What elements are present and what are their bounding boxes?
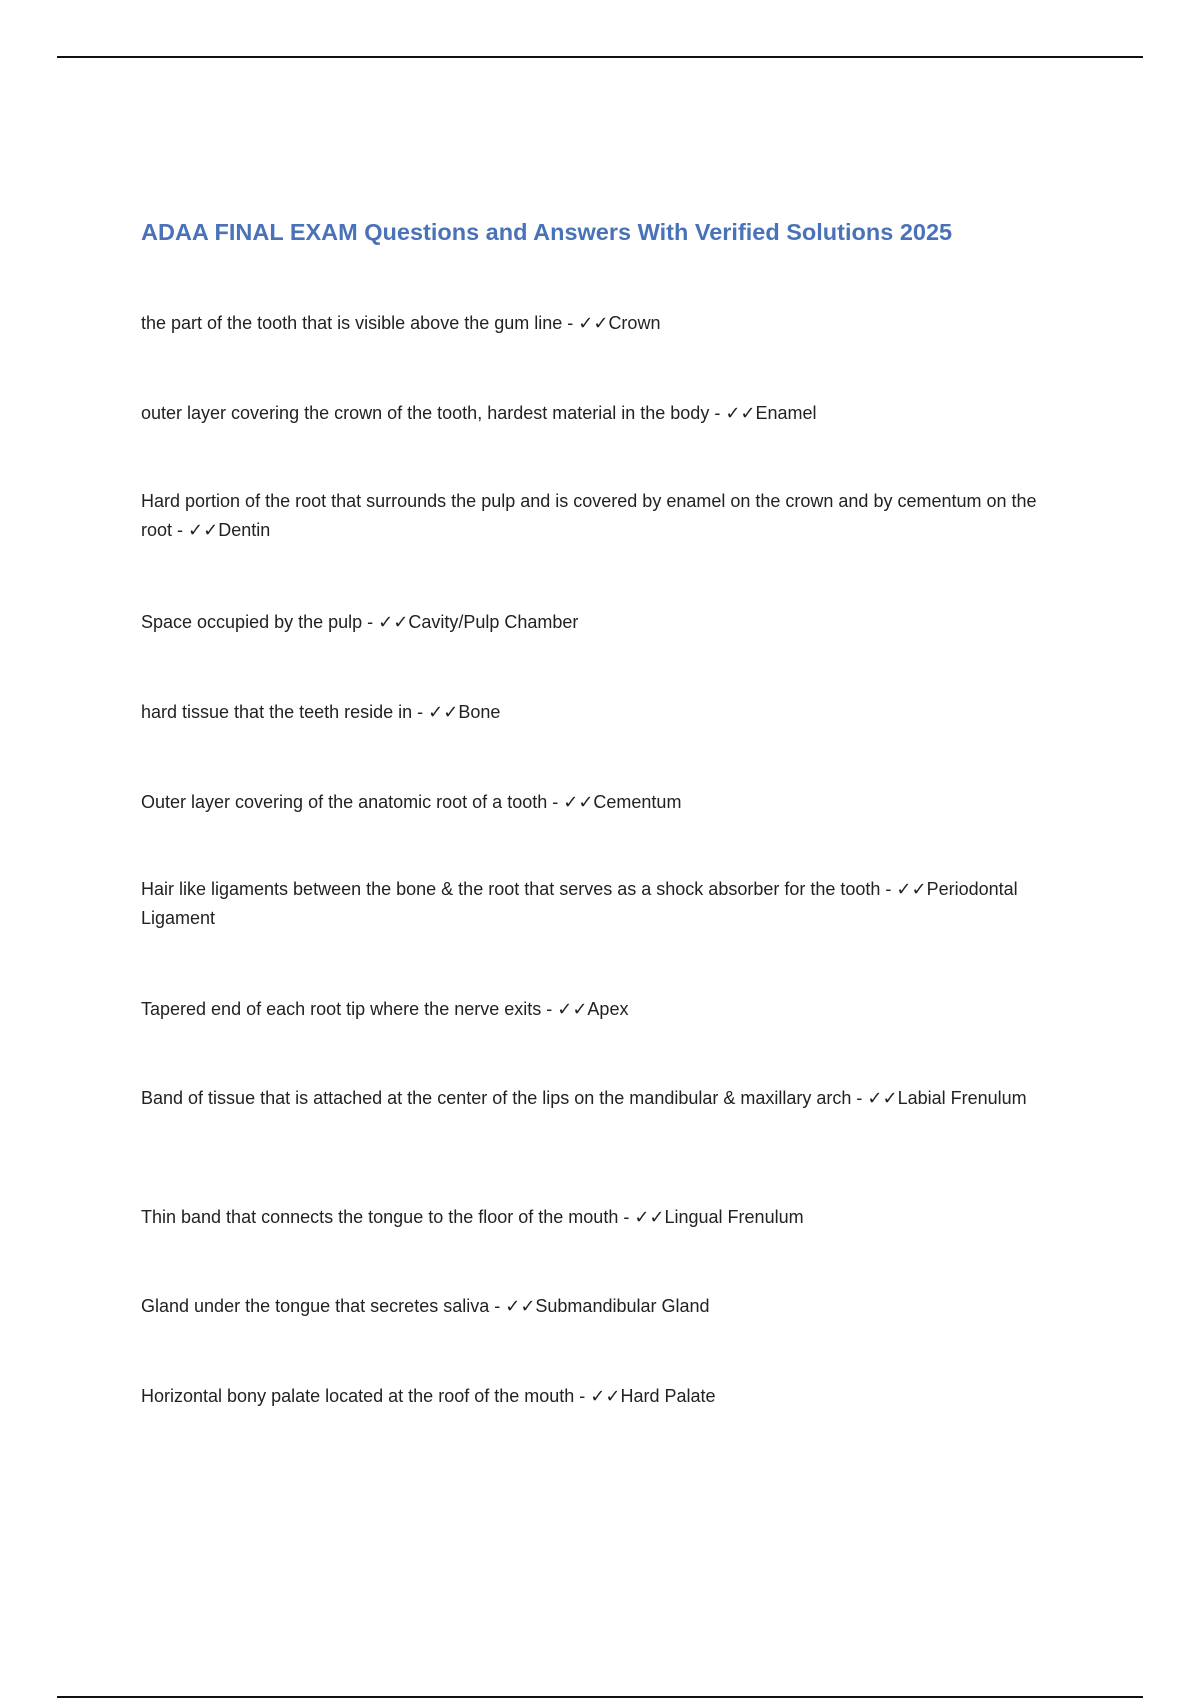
- double-check-icon: ✓✓: [505, 1296, 536, 1317]
- question-text: Band of tissue that is attached at the center of the lips on the mandibular & maxillary arch: [141, 1088, 852, 1108]
- qa-item: Horizontal bony palate located at the roof of the mouth - ✓✓Hard Palate: [141, 1386, 716, 1407]
- answer-text: Submandibular Gland: [535, 1296, 710, 1316]
- double-check-icon: ✓✓: [557, 999, 588, 1020]
- question-text: Hard portion of the root that surrounds the pulp and is covered by enamel on the crown and by cementum on the root: [141, 491, 1037, 540]
- question-text: Space occupied by the pulp: [141, 612, 363, 632]
- qa-item: outer layer covering the crown of the tooth, hardest material in the body - ✓✓Enamel: [141, 403, 817, 424]
- double-check-icon: ✓✓: [563, 792, 594, 813]
- question-text: Outer layer covering of the anatomic root of a tooth: [141, 792, 548, 812]
- answer-text: Periodontal Ligament: [141, 879, 1018, 928]
- question-text: Hair like ligaments between the bone & the root that serves as a shock absorber for the tooth: [141, 879, 881, 899]
- answer-text: Dentin: [218, 520, 271, 540]
- footer-divider: [57, 1696, 1143, 1698]
- question-text: Thin band that connects the tongue to the floor of the mouth: [141, 1207, 619, 1227]
- question-text: Tapered end of each root tip where the nerve exits: [141, 999, 542, 1019]
- answer-text: Lingual Frenulum: [664, 1207, 804, 1227]
- double-check-icon: ✓✓: [590, 1386, 621, 1407]
- header-divider: [57, 56, 1143, 58]
- document-title: ADAA FINAL EXAM Questions and Answers With Verified Solutions 2025: [141, 219, 953, 245]
- question-text: outer layer covering the crown of the tooth, hardest material in the body: [141, 403, 710, 423]
- double-check-icon: ✓✓: [896, 879, 927, 900]
- double-check-icon: ✓✓: [378, 612, 409, 633]
- qa-item: Space occupied by the pulp - ✓✓Cavity/Pulp Chamber: [141, 612, 579, 633]
- double-check-icon: ✓✓: [188, 520, 219, 541]
- qa-item: Gland under the tongue that secretes saliva - ✓✓Submandibular Gland: [141, 1296, 710, 1317]
- answer-text: Cementum: [593, 792, 682, 812]
- answer-text: Hard Palate: [620, 1386, 716, 1406]
- question-text: hard tissue that the teeth reside in: [141, 702, 413, 722]
- qa-item: the part of the tooth that is visible above the gum line - ✓✓Crown: [141, 313, 661, 334]
- double-check-icon: ✓✓: [428, 702, 459, 723]
- answer-text: Crown: [608, 313, 661, 333]
- qa-item: hard tissue that the teeth reside in - ✓✓Bone: [141, 702, 501, 723]
- answer-text: Cavity/Pulp Chamber: [408, 612, 579, 632]
- qa-item: Hard portion of the root that surrounds the pulp and is covered by enamel on the crown and by cementum on the root - ✓✓Dentin: [141, 491, 1037, 541]
- double-check-icon: ✓✓: [725, 403, 756, 424]
- qa-item: Outer layer covering of the anatomic root of a tooth - ✓✓Cementum: [141, 792, 682, 813]
- qa-item: Tapered end of each root tip where the nerve exits - ✓✓Apex: [141, 999, 629, 1020]
- question-text: Gland under the tongue that secretes saliva: [141, 1296, 490, 1316]
- double-check-icon: ✓✓: [867, 1088, 898, 1109]
- qa-item: Hair like ligaments between the bone & the root that serves as a shock absorber for the tooth - ✓✓Periodontal Ligament: [141, 879, 1018, 928]
- qa-item: Thin band that connects the tongue to the floor of the mouth - ✓✓Lingual Frenulum: [141, 1207, 804, 1228]
- double-check-icon: ✓✓: [578, 313, 609, 334]
- answer-text: Enamel: [755, 403, 817, 423]
- answer-text: Bone: [458, 702, 501, 722]
- question-text: Horizontal bony palate located at the roof of the mouth: [141, 1386, 575, 1406]
- answer-text: Labial Frenulum: [897, 1088, 1027, 1108]
- double-check-icon: ✓✓: [634, 1207, 665, 1228]
- question-text: the part of the tooth that is visible above the gum line: [141, 313, 563, 333]
- answer-text: Apex: [587, 999, 629, 1019]
- qa-item: Band of tissue that is attached at the center of the lips on the mandibular & maxillary arch - ✓✓Labial Frenulum: [141, 1088, 1027, 1109]
